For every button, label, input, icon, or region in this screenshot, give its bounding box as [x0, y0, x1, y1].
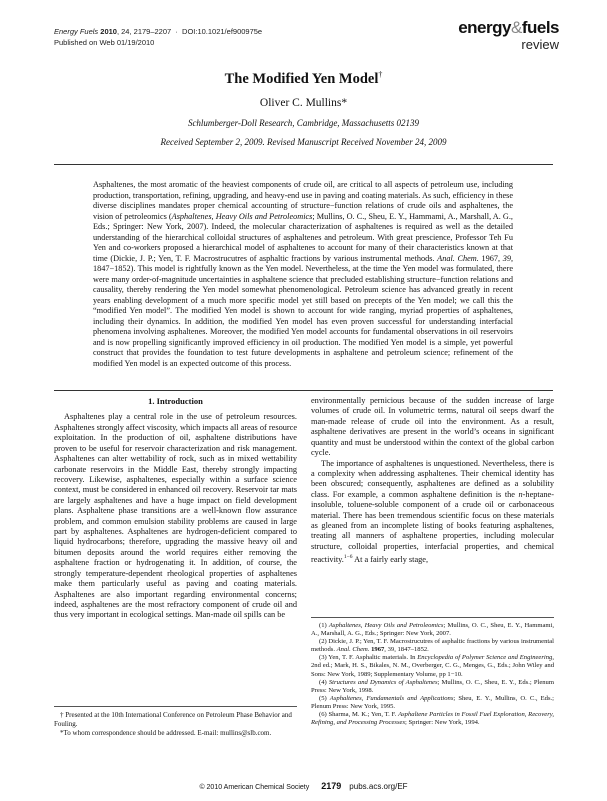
article-title: The Modified Yen Model† — [224, 70, 383, 87]
page-number: 2179 — [321, 781, 342, 791]
column-left — [54, 396, 297, 621]
section-heading: 1. Introduction — [148, 396, 203, 406]
page-footer — [0, 781, 607, 791]
journal-name: Energy Fuels — [54, 27, 99, 36]
published-date: Published on Web 01/19/2010 — [54, 37, 155, 47]
reference-item: (3) Yen, T. F. Asphaltic materials. In Encyclopedia of Polymer Science and Engineering, 2nd ed.; Mark, H. S., Bikales, N. M., Overberger, C. G., Menges, G., Eds.; John Wiley and Sons: New York, 1989; Supplementary Volume, pp 1−10. — [311, 654, 554, 678]
journal-volume-pages: , 24, 2179–2207 — [116, 27, 172, 36]
column-right — [311, 396, 554, 566]
journal-url[interactable]: pubs.acs.org/EF — [349, 782, 408, 791]
reference-item: (4) Structures and Dynamics of Asphaltenes; Mullins, O. C., Sheu, E. Y., Eds.; Plenum Press: New York, 1998. — [311, 678, 554, 694]
intro-paragraph-1-cont: environmentally pernicious because of the sudden increase of large volumes of crude oil. In volumetric terms, natural oil seeps dwarf the man-made release of crude oil into the environment. As a result, asphaltene derivatives are present in the world’s oceans in significant quantity and must be understood within the context of the global carbon cycle. — [311, 396, 554, 458]
logo-amp: & — [510, 18, 522, 37]
doi[interactable]: DOI:10.1021/ef900975e — [182, 27, 263, 36]
reference-item: (5) Asphaltenes, Fundamentals and Applications; Sheu, E. Y., Mullins, O. C., Eds.; Plenum Press: New York, 1995. — [311, 694, 554, 710]
journal-year: 2010 — [100, 27, 117, 36]
received-dates: Received September 2, 2009. Revised Manuscript Received November 24, 2009 — [160, 137, 447, 147]
intro-paragraph-1: Asphaltenes play a central role in the use of petroleum resources. Asphaltenes strongly affect viscosity, which impacts all areas of resource exploitation. In the production of oil, asphaltene distributions have proven to be useful for reservoir characterization and risk management. Asphaltenes can alter wettability of rock, such as in mixed wettability carbonate reservoirs in the Middle East, thereby strongly impacting recovery. Likewise, asphaltenes, especially within a surface science context, must be considered in enhanced oil recovery. Reservoir tar mats are largely asphaltenes and have a huge impact on field development plans. Asphaltene phase transitions are a well-known flow assurance problem, and common emulsion stability problems are caused in large part by asphaltenes. Asphaltenes are hydrogen-deficient compared to liquid hydrocarbons; therefore, upgrading the massive heavy oil and bitumen deposits around the world requires either removing the asphaltene fraction or hydrogenating it. In addition, of course, the strongly temperature-dependent rheological properties of asphaltenes make them particularly useful as paving and coating materials. Asphaltenes are also important regarding environmental concerns; indeed, asphaltenes are the most refractory component of crude oil and thus very important in ecological settings. Man-made oil spills can be — [54, 412, 297, 620]
divider-abstract — [54, 390, 553, 391]
divider-top — [54, 164, 553, 165]
reference-item: (1) Asphaltenes, Heavy Oils and Petroleomics; Mullins, O. C., Sheu, E. Y., Hammami, A., Marshall, A. G., Eds.; Springer: New York, 2007. — [311, 622, 554, 638]
logo-review: review — [521, 37, 559, 52]
footnotes — [54, 706, 297, 738]
reference-item: (6) Sharma, M. K.; Yen, T. F. Asphaltene Particles in Fossil Fuel Exploration, Recovery, Refining, and Processing Processes; Springer: New York, 1994. — [311, 711, 554, 727]
intro-paragraph-2: The importance of asphaltenes is unquestioned. Nevertheless, there is a complexity when addressing asphaltenes. Their chemical identity has been obscured; consequently, asphaltenes are defined as a solubility class. For example, a common asphaltene definition is the n-heptane-insoluble, toluene-soluble component of a crude oil or carbonaceous material. There has been tremendous scientific focus on these materials as gleaned from an incomplete listing of books featuring asphaltenes, treating all manners of asphaltene properties, including molecular structure, colloidal properties, interfacial properties, and chemical reactivity.$^{1-6}$ At a fairly early stage, — [311, 458, 554, 565]
copyright: © 2010 American Chemical Society — [199, 784, 310, 791]
abstract: Asphaltenes, the most aromatic of the heaviest components of crude oil, are critical to all aspects of petroleum use, including production, transportation, refining, upgrading, and heavy-end use in paving and coating materials. As such, efficiency in these diverse disciplines mandates proper chemical accounting of structure−function relations of crude oils and asphaltenes, the vision of petroleomics (Asphaltenes, Heavy Oils and Petroleomics; Mullins, O. C., Sheu, E. Y., Hammami, A., Marshall, A. G., Eds.; Springer: New York, 2007). Indeed, the molecular characterization of asphaltenes is required as well as the detailed understanding of the hierarchical colloidal structures of asphaltenes and petroleum. With great prescience, Professor Teh Fu Yen and co-workers proposed a hierarchical model of asphaltenes to account for many of their characteristics known at that time (Dickie, J. P.; Yen, T. F. Macrostrucutres of asphaltic fractions by various instrumental methods. Anal. Chem. 1967, 39, 1847−1852). This model is rightfully known as the Yen model. Nevertheless, at the time the Yen model was formulated, there were many order-of-magnitude uncertainties in asphaltene science that precluded establishing structure−function relations and causality, thereby rendering the Yen model somewhat phenomenological. Petroleum science has advanced greatly in recent years enabling development of a much more specific model yet still based on precepts of the Yen model; we call this the “modified Yen model”. The modified Yen model is shown to account for wide ranging, myriad properties of asphaltenes, including their dynamics. In addition, the modified Yen model has even proven successful for understanding interfacial phenomena involving asphaltenes. Moreover, the modified Yen model accounts for fundamental observations in oil reservoirs and is now propelling significantly improved efficiency in oil production. The modified Yen model is a simple, yet powerful construct that provides the foundation to test future developments in asphaltene and petroleum science; refinement of the modified Yen model is an expected outcome of this process. — [93, 180, 513, 368]
affiliation: Schlumberger-Doll Research, Cambridge, Massachusetts 02139 — [187, 118, 420, 128]
journal-logo — [458, 18, 559, 52]
references-list — [311, 617, 554, 727]
header-citation: Energy Fuels 2010, 24, 2179–2207 · DOI:10.1021/ef900975e Published on Web 01/19/2010 — [54, 27, 263, 47]
reference-item: (2) Dickie, J. P.; Yen, T. F. Macrostrucutres of asphaltic fractions by various instrumental methods. Anal. Chem. 1967, 39, 1847–1852. — [311, 638, 554, 654]
logo-fuels: fuels — [521, 18, 559, 37]
title-dagger: † — [378, 70, 383, 79]
footnote-dagger: † Presented at the 10th International Conference on Petroleum Phase Behavior and Fouling. — [54, 711, 292, 728]
author-name: Oliver C. Mullins* — [259, 97, 348, 109]
footnote-correspondence: *To whom correspondence should be addressed. E-mail: mullins@slb.com. — [60, 729, 272, 737]
logo-energy: energy — [458, 18, 511, 37]
